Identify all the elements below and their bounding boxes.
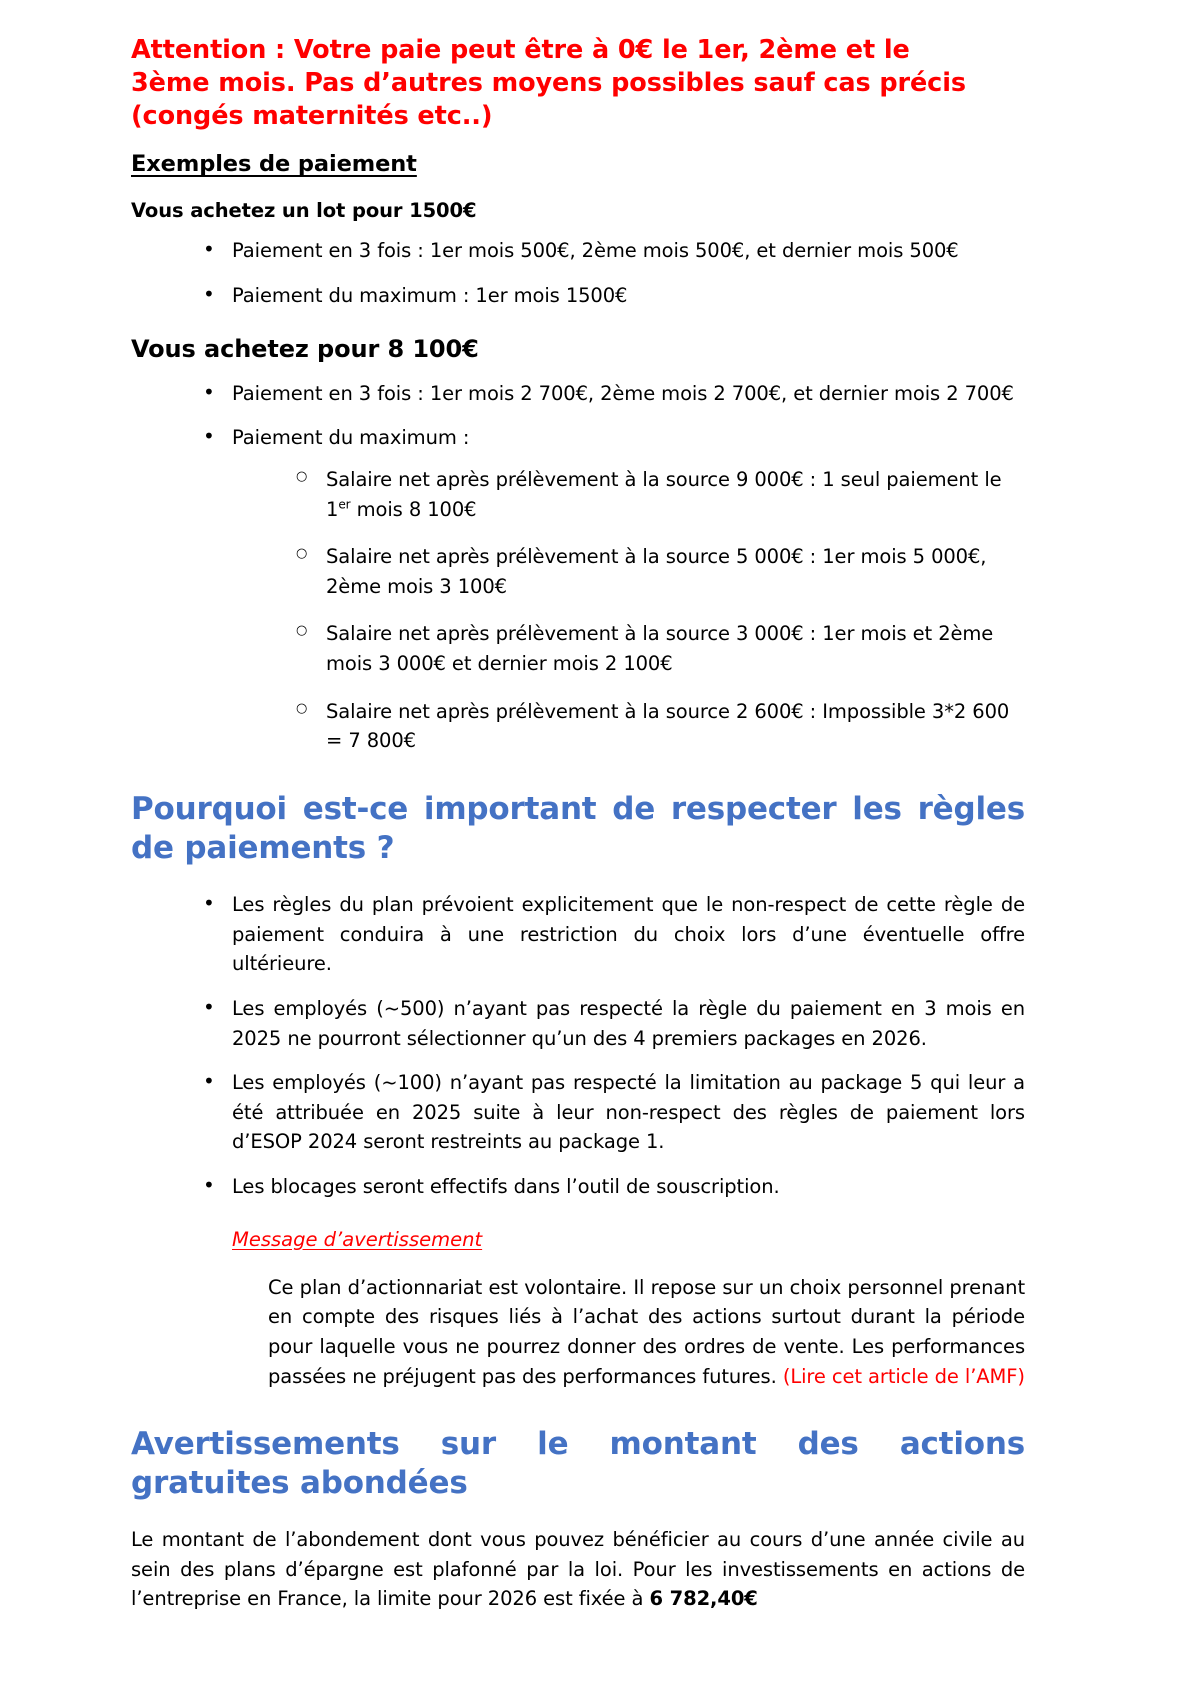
abondement-text: Le montant de l’abondement dont vous pouvez bénéficier au cours d’une année civile au sein des plans d’épargne est plafonné par la loi. Pour les investissements en actions de l’entreprise en France, la limite pour 2026 est fixée à [131, 1528, 1025, 1611]
sub-list-item-text: Salaire net après prélèvement à la source 9 000€ : 1 seul paiement le 1 [326, 467, 1002, 521]
sub-list-item-text: Salaire net après prélèvement à la source 3 000€ : 1er mois et 2ème mois 3 000€ et dernier mois 2 100€ [326, 622, 994, 676]
sub-list-item [294, 619, 1025, 678]
attention-notice: Attention : Votre paie peut être à 0€ le 1er, 2ème et le 3ème mois. Pas d’autres moyens possibles sauf cas précis (congés maternités etc..) [131, 35, 966, 132]
sub-list-item [294, 542, 1025, 601]
sub-list-item-text: Salaire net après prélèvement à la source 5 000€ : 1er mois 5 000€, 2ème mois 3 100€ [326, 545, 987, 598]
sub-list-item-tail: mois 8 100€ [350, 497, 477, 521]
sub-list-item [294, 697, 1025, 756]
example-case-1-list [131, 236, 1025, 310]
ordinal-suffix: er [338, 497, 351, 512]
list-item: • Les employés (~100) n’ayant pas respecté la limitation au package 5 qui leur a été attribuée en 2025 suite à leur non-respect des règles de paiement lors d’ESOP 2024 seront restreints au package 1. [199, 1068, 1025, 1157]
list-item: • Les employés (~500) n’ayant pas respecté la règle du paiement en 3 mois en 2025 ne pourront sélectionner qu’un des 4 premiers packages en 2026. [199, 994, 1025, 1053]
section-heading-examples: Exemples de paiement [131, 151, 417, 178]
sub-list-item [294, 465, 1025, 524]
abondement-limit-amount: 6 782,40€ [649, 1587, 758, 1611]
list-item [199, 423, 1025, 756]
example-case-2-sublist [232, 465, 1025, 756]
why-rules-list [131, 890, 1025, 1202]
example-case-2-title: Vous achetez pour 8 100€ [131, 334, 479, 363]
section-heading-abondement: Avertissements sur le montant des actions gratuites abondées [131, 1426, 1025, 1502]
example-case-2-list [131, 379, 1025, 756]
sub-list-item-text: Salaire net après prélèvement à la source 2 600€ : Impossible 3*2 600 = 7 800€ [326, 699, 1010, 753]
list-item: • Paiement du maximum : 1er mois 1500€ [199, 281, 1025, 311]
amf-article-link[interactable]: (Lire cet article de l’AMF) [782, 1364, 1025, 1388]
list-item: • Les règles du plan prévoient explicitement que le non-respect de cette règle de paiement conduira à une restriction du choix lors d’une éventuelle offre ultérieure. [199, 890, 1025, 979]
warning-message-label: Message d’avertissement [232, 1227, 483, 1251]
warning-body-text: Ce plan d’actionnariat est volontaire. Il repose sur un choix personnel prenant en compte des risques liés à l’achat des actions surtout durant la période pour laquelle vous ne pourrez donner des ordres de vente. Les performances passées ne préjugent pas des performances futures. [268, 1275, 1025, 1388]
warning-message-body [131, 1273, 1025, 1392]
abondement-paragraph [131, 1525, 1025, 1614]
list-item: • Paiement en 3 fois : 1er mois 2 700€, 2ème mois 2 700€, et dernier mois 2 700€ [199, 379, 1025, 409]
section-heading-why-rules: Pourquoi est-ce important de respecter les règles de paiements ? [131, 790, 1025, 866]
example-case-1-title: Vous achetez un lot pour 1500€ [131, 199, 477, 223]
list-item: • Les blocages seront effectifs dans l’outil de souscription. [199, 1172, 1025, 1202]
list-item: • Paiement en 3 fois : 1er mois 500€, 2ème mois 500€, et dernier mois 500€ [199, 236, 1025, 266]
list-item-label: Paiement du maximum : [232, 426, 470, 450]
